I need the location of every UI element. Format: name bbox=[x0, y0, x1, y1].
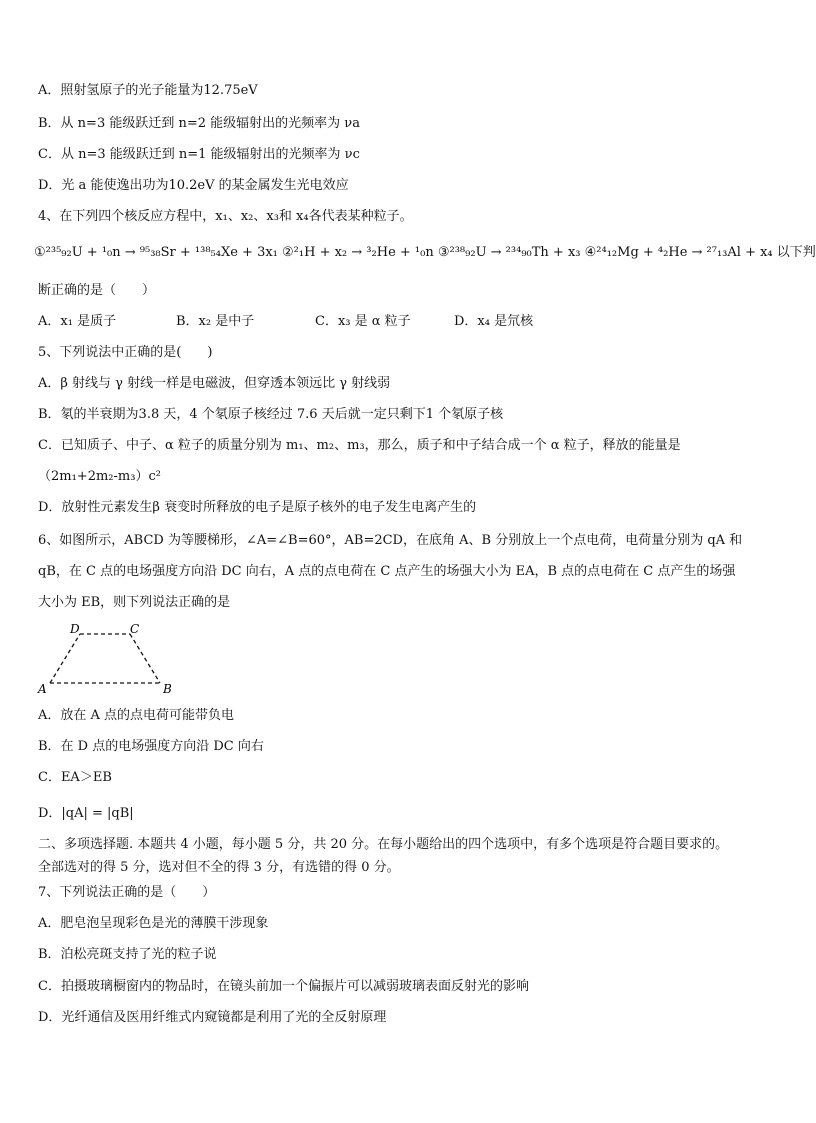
q7-option-c: C．拍摄玻璃橱窗内的物品时，在镜头前加一个偏振片可以减弱玻璃表面反射光的影响 bbox=[38, 979, 529, 994]
q4-eq2: ②²₁H + x₂ → ³₂He + ¹₀n bbox=[282, 245, 434, 260]
q7-option-a: A．肥皂泡呈现彩色是光的薄膜干涉现象 bbox=[38, 916, 269, 931]
label-c: C bbox=[130, 622, 140, 636]
q4-option-b: B．x₂ 是中子 bbox=[176, 314, 255, 329]
q5-option-c: C．已知质子、中子、α 粒子的质量分别为 m₁、m₂、m₃，那么，质子和中子结合成一个 α 粒子，释放的能量是 bbox=[38, 438, 681, 453]
label-d: D bbox=[70, 622, 80, 636]
q3-option-a: A．照射氢原子的光子能量为12.75eV bbox=[38, 83, 258, 98]
section2-header: 二、多项选择题. 本题共 4 小题，每小题 5 分，共 20 分。在每小题给出的四个选项中，有多个选项是符合题目要求的。 bbox=[38, 837, 729, 852]
q6-stem-2: qB，在 C 点的电场强度方向沿 DC 向右，A 点的点电荷在 C 点产生的场强大小为 EA，B 点的点电荷在 C 点产生的场强 bbox=[38, 564, 736, 579]
q4-eq3: ③²³⁸₉₂U → ²³⁴₉₀Th + x₃ bbox=[437, 245, 581, 260]
q4-option-a: A．x₁ 是质子 bbox=[38, 314, 117, 329]
q4-tail: 以下判 bbox=[776, 245, 816, 260]
segment-ad bbox=[50, 634, 80, 683]
q4-stem-cont: 断正确的是（ ） bbox=[38, 283, 156, 298]
q4-eq1: ①²³⁵₉₂U + ¹₀n → ⁹⁵₃₈Sr + ¹³⁸₅₄Xe + 3x₁ bbox=[34, 245, 278, 260]
q7-stem: 7、下列说法正确的是（ ） bbox=[38, 885, 216, 900]
segment-cb bbox=[130, 634, 160, 683]
label-b: B bbox=[163, 682, 172, 696]
q6-stem-1: 6、如图所示，ABCD 为等腰梯形，∠A=∠B=60°，AB=2CD，在底角 A、B 分别放上一个点电荷，电荷量分别为 qA 和 bbox=[38, 533, 743, 548]
q5-option-b: B．氡的半衰期为3.8 天，4 个氡原子核经过 7.6 天后就一定只剩下1 个氡原子核 bbox=[38, 407, 504, 422]
q4-option-c: C．x₃ 是 α 粒子 bbox=[315, 314, 411, 329]
q6-stem-3: 大小为 EB，则下列说法正确的是 bbox=[38, 595, 231, 610]
q6-option-d: D．|qA| = |qB| bbox=[38, 806, 134, 821]
trapezoid-figure bbox=[38, 620, 188, 700]
q4-eq4: ④²⁴₁₂Mg + ⁴₂He → ²⁷₁₃Al + x₄ bbox=[584, 245, 773, 260]
q6-option-b: B．在 D 点的电场强度方向沿 DC 向右 bbox=[38, 739, 264, 754]
q5-option-c-cont: （2m₁+2m₂-m₃）c² bbox=[38, 469, 161, 484]
q3-option-b: B．从 n=3 能级跃迁到 n=2 能级辐射出的光频率为 νa bbox=[38, 116, 360, 131]
q3-option-d: D．光 a 能使逸出功为10.2eV 的某金属发生光电效应 bbox=[38, 178, 349, 193]
section2-header-cont: 全部选对的得 5 分，选对但不全的得 3 分，有选错的得 0 分。 bbox=[38, 860, 400, 875]
q5-stem: 5、下列说法中正确的是( ) bbox=[38, 345, 213, 360]
q4-option-d: D．x₄ 是氘核 bbox=[454, 314, 534, 329]
q5-option-a: A．β 射线与 γ 射线一样是电磁波，但穿透本领远比 γ 射线弱 bbox=[38, 376, 391, 391]
q6-option-a: A．放在 A 点的点电荷可能带负电 bbox=[38, 708, 235, 723]
q6-option-c: C．EA＞EB bbox=[38, 770, 112, 785]
q7-option-d: D．光纤通信及医用纤维式内窥镜都是利用了光的全反射原理 bbox=[38, 1010, 387, 1025]
q4-stem: 4、在下列四个核反应方程中，x₁、x₂、x₃和 x₄各代表某种粒子。 bbox=[38, 209, 413, 224]
q4-equations bbox=[34, 244, 816, 262]
q5-option-d: D．放射性元素发生β 衰变时所释放的电子是原子核外的电子发生电离产生的 bbox=[38, 500, 477, 515]
q3-option-c: C．从 n=3 能级跃迁到 n=1 能级辐射出的光频率为 νc bbox=[38, 147, 360, 162]
q4-options bbox=[38, 313, 533, 331]
q7-option-b: B．泊松亮斑支持了光的粒子说 bbox=[38, 947, 217, 962]
label-a: A bbox=[38, 682, 47, 696]
